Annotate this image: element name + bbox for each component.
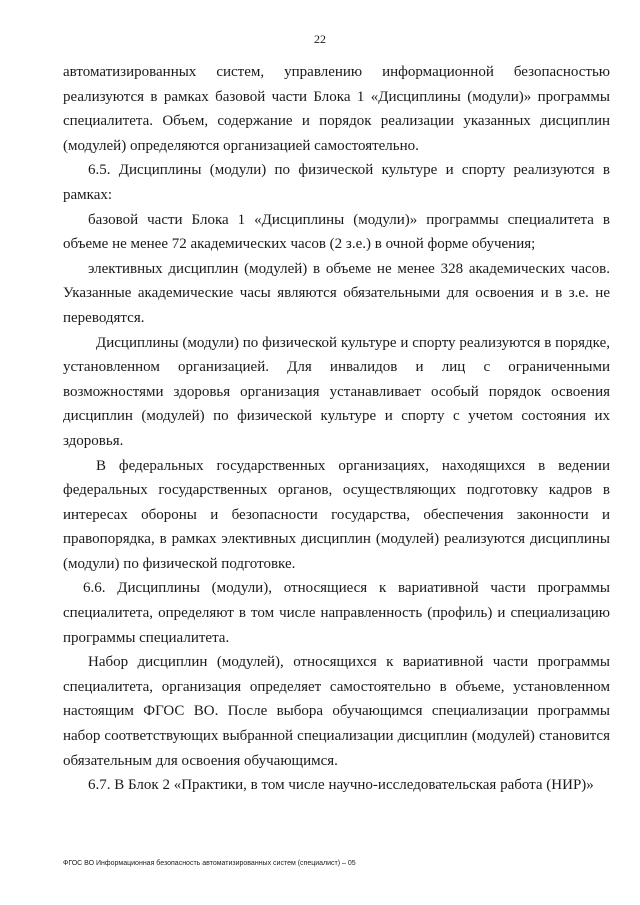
paragraph-6-6: 6.6. Дисциплины (модули), относящиеся к вариативной части программы специалитета, определяют в том числе направленность (профиль) и специализацию программы специалитета.	[63, 580, 610, 646]
paragraph-basic-part: базовой части Блока 1 «Дисциплины (модули)» программы специалитета в объеме не менее 72 академических часов (2 з.е.) в очной форме обучения;	[63, 211, 610, 253]
paragraph-continuation: автоматизированных систем, управлению информационной безопасностью реализуются в рамках базовой части Блока 1 «Дисциплины (модули)» программы специалитета. Объем, содержание и порядок реализации указанных дисциплин (модулей) определяются организацией самостоятельно.	[63, 64, 610, 154]
page-number: 22	[314, 32, 326, 46]
body-text	[63, 60, 610, 798]
paragraph-pe-order: Дисциплины (модули) по физической культуре и спорту реализуются в порядке, установленном организацией. Для инвалидов и лиц с ограниченными возможностями здоровья организация устанавливает особый порядок освоения дисциплин (модулей) по физической культуре и спорту с учетом состояния их здоровья.	[63, 334, 610, 449]
page-footer: ФГОС ВО Информационная безопасность автоматизированных систем (специалист) – 05	[63, 860, 356, 867]
paragraph-6-7: 6.7. В Блок 2 «Практики, в том числе научно-исследовательская работа (НИР)»	[88, 777, 594, 794]
paragraph-federal-orgs: В федеральных государственных организациях, находящихся в ведении федеральных государственных органов, осуществляющих подготовку кадров в интересах обороны и безопасности государства, обеспечения законности и правопорядка, в рамках элективных дисциплин (модулей) реализуются дисциплины (модули) по физической подготовке.	[63, 457, 610, 572]
paragraph-6-5: 6.5. Дисциплины (модули) по физической культуре и спорту реализуются в рамках:	[63, 162, 610, 203]
paragraph-variative-set: Набор дисциплин (модулей), относящихся к вариативной части программы специалитета, организация определяет самостоятельно в объеме, установленном настоящим ФГОС ВО. После выбора обучающимся специализации программы набор соответствующих выбранной специализации дисциплин (модулей) становится обязательным для освоения обучающимся.	[63, 654, 610, 769]
paragraph-elective: элективных дисциплин (модулей) в объеме не менее 328 академических часов. Указанные академические часы являются обязательными для освоения и в з.е. не переводятся.	[63, 260, 610, 326]
